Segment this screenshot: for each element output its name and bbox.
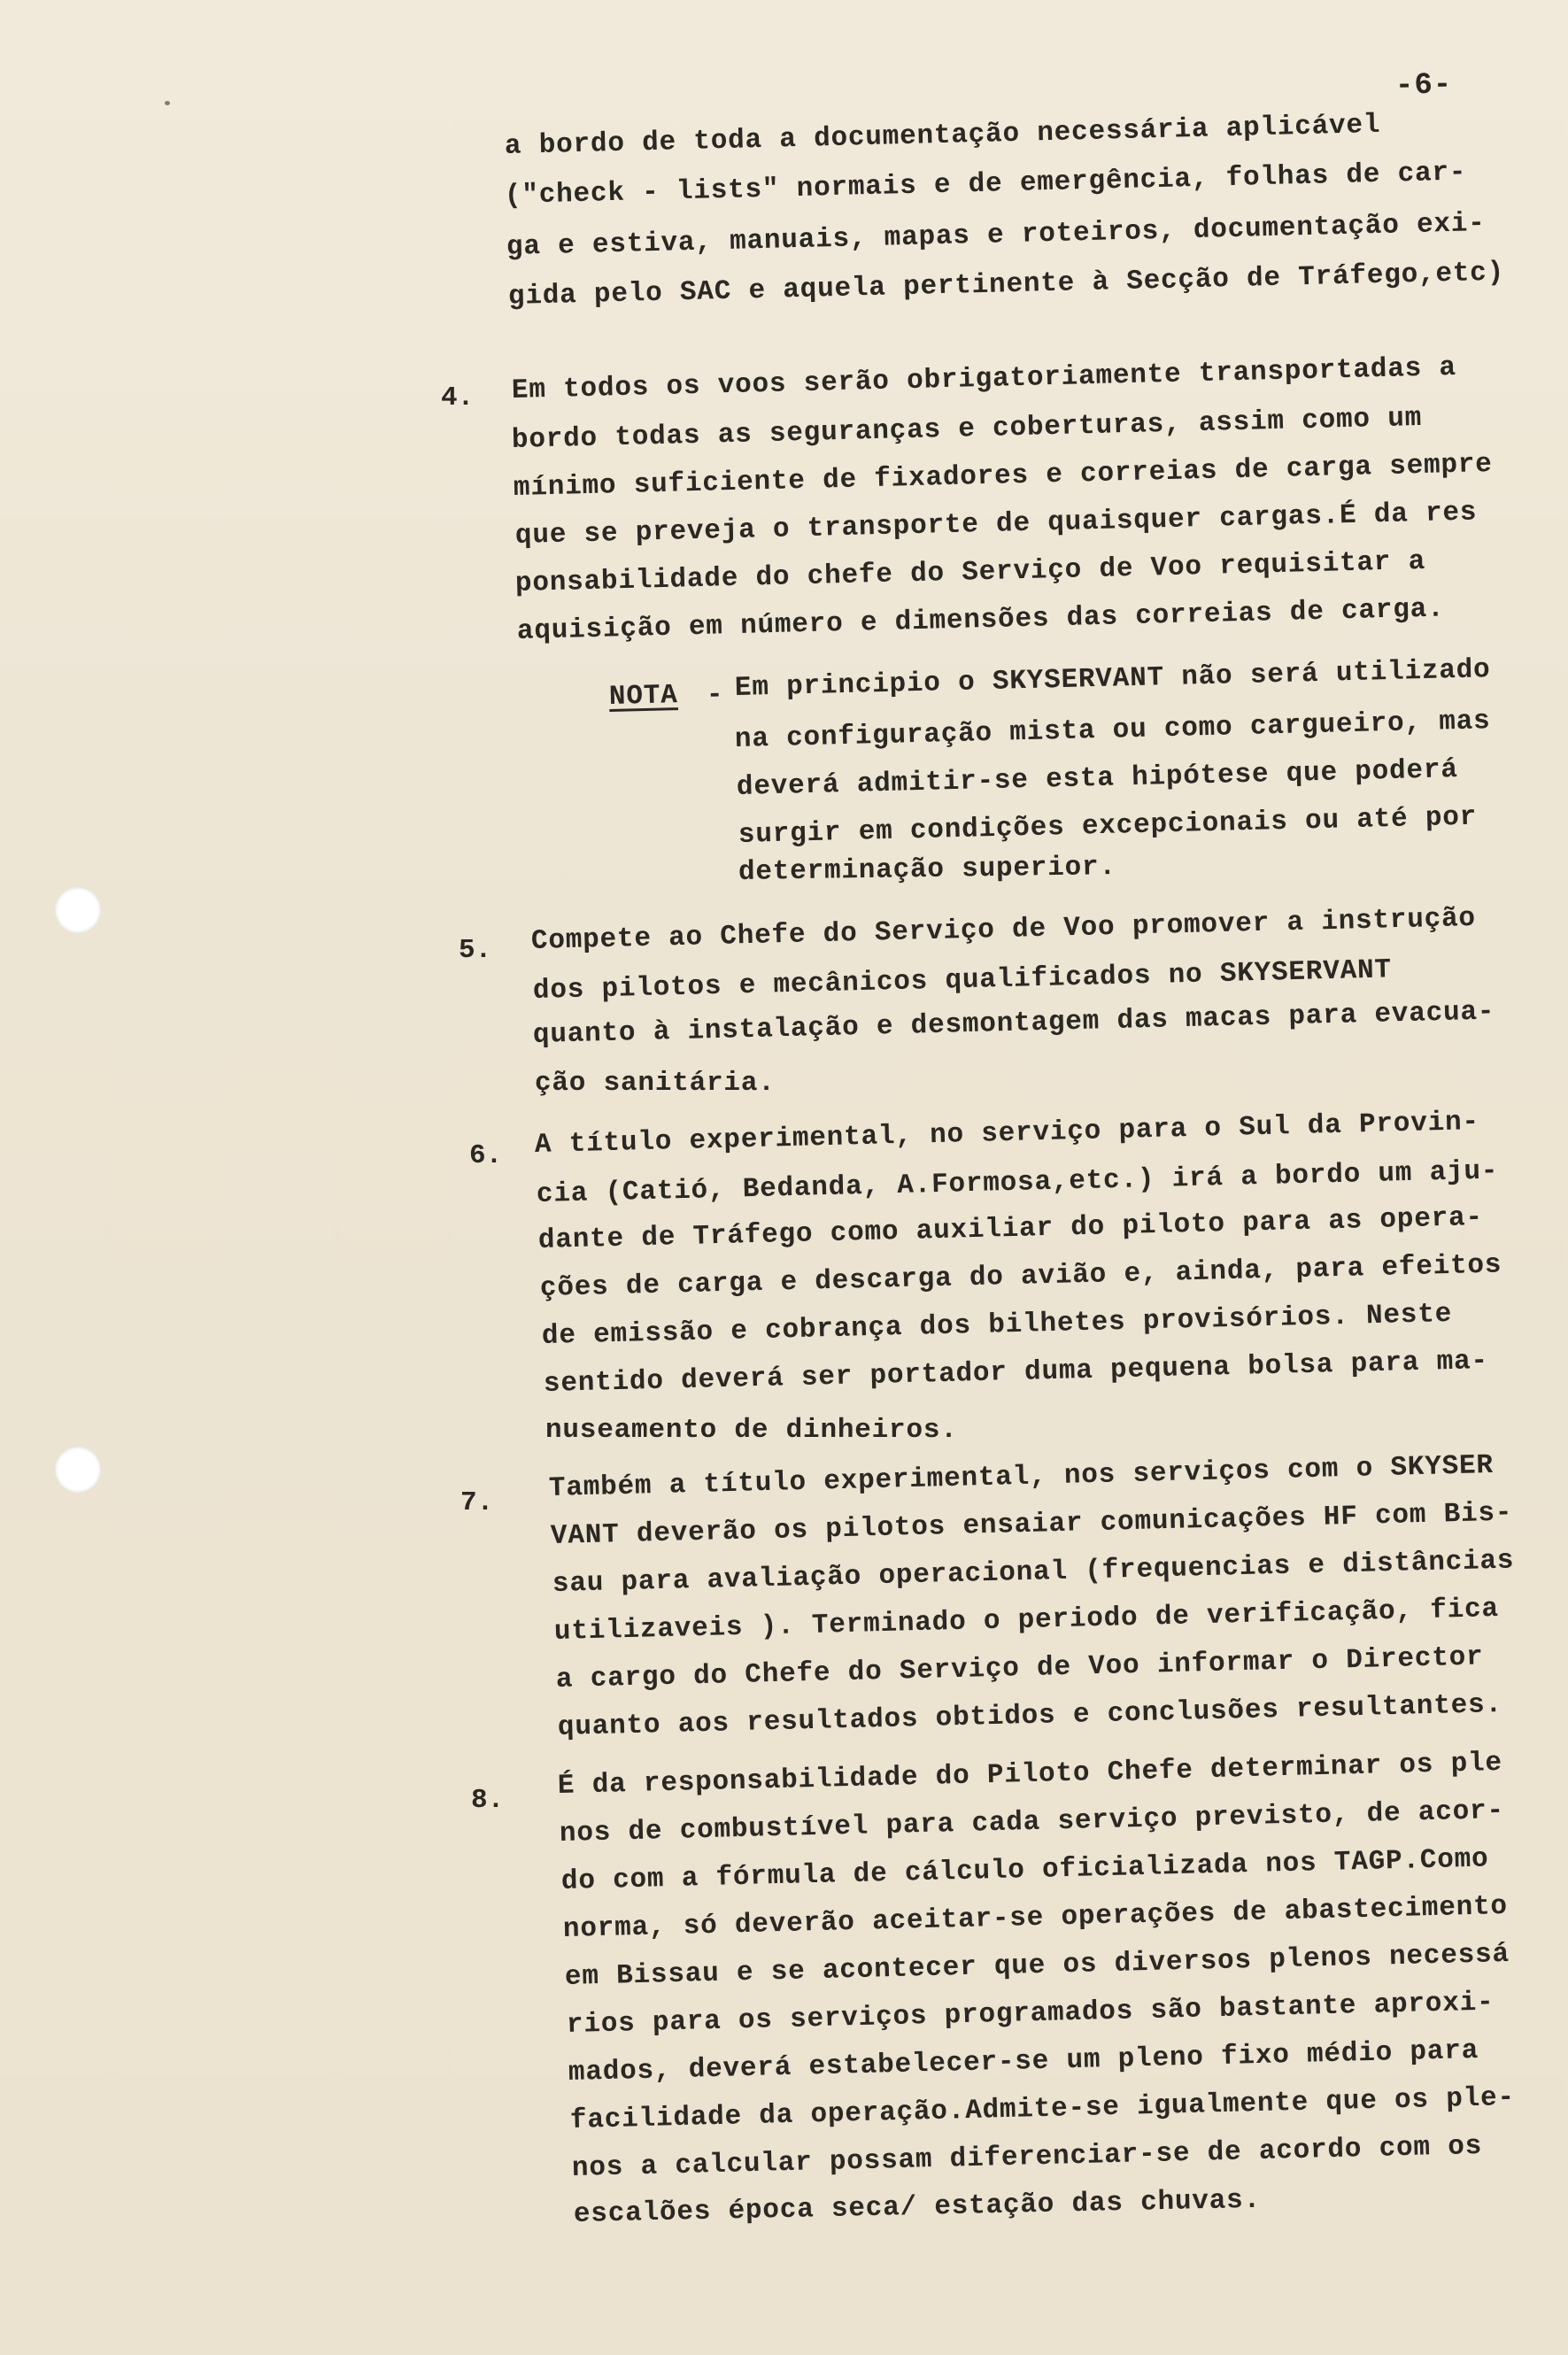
item-7-line: utilizaveis ). Terminado o periodo de verificação, fica	[553, 1593, 1500, 1648]
intro-line: ("check - lists" normais e de emergência, folhas de car-	[504, 157, 1467, 212]
note-line: surgir em condições excepcionais ou até por	[738, 801, 1478, 851]
item-6-line: nuseamento de dinheiros.	[545, 1415, 958, 1446]
item-5-line: quanto à instalação e desmontagem das macas para evacua-	[532, 996, 1495, 1051]
note-dash: -	[706, 679, 724, 711]
item-4-line: bordo todas as seguranças e coberturas, assim como um	[511, 402, 1423, 456]
item-8-line: nos de combustível para cada serviço previsto, de acor-	[559, 1795, 1505, 1849]
item-7-line: quanto aos resultados obtidos e conclusões resultantes.	[557, 1688, 1503, 1743]
item-6-line: ções de carga e descarga do avião e, ainda, para efeitos	[539, 1249, 1502, 1304]
item-4-line: que se preveja o transporte de quaisquer cargas.É da res	[514, 497, 1478, 552]
intro-line: a bordo de toda a documentação necessária aplicável	[504, 109, 1381, 162]
item-6-line: cia (Catió, Bedanda, A.Formosa,etc.) irá a bordo um aju-	[536, 1155, 1499, 1210]
item-8-line: do com a fórmula de cálculo oficializada nos TAGP.Como	[560, 1843, 1489, 1897]
item-6-line: sentido deverá ser portador duma pequena bolsa para ma-	[543, 1345, 1489, 1400]
item-7-line: sau para avaliação operacional (frequencias e distâncias	[552, 1545, 1515, 1600]
note-line: determinação superior.	[738, 852, 1117, 888]
item-7-line: a cargo do Chefe do Serviço de Voo informar o Director	[555, 1641, 1484, 1695]
item-8-line: nos a calcular possam diferenciar-se de acordo com os	[571, 2130, 1483, 2184]
item-6-line: de emissão e cobrança dos bilhetes provisórios. Neste	[541, 1298, 1453, 1352]
item-number-5: 5.	[459, 935, 492, 966]
item-5-line: dos pilotos e mecânicos qualificados no SKYSERVANT	[532, 954, 1393, 1007]
item-8-line: facilidade da operação.Admite-se igualmente que os ple-	[569, 2081, 1516, 2136]
item-6-line: A título experimental, no serviço para o Sul da Provin-	[534, 1106, 1480, 1161]
intro-line: ga e estiva, manuais, mapas e roteiros, documentação exi-	[506, 207, 1487, 263]
item-8-line: escalões época seca/ estação das chuvas.	[573, 2184, 1262, 2230]
note-line: Em principio o SKYSERVANT não será utilizado	[734, 654, 1491, 704]
item-number-4: 4.	[441, 382, 475, 413]
item-8-line: mados, deverá estabelecer-se um pleno fixo médio para	[568, 2035, 1479, 2089]
item-4-line: ponsabilidade do chefe do Serviço de Voo requisitar a	[514, 545, 1426, 599]
item-5-line: ção sanitária.	[535, 1068, 776, 1099]
item-7-line: Também a título experimental, nos serviços com o SKYSER	[548, 1449, 1495, 1504]
intro-line: gida pelo SAC e aquela pertinente à Secção de Tráfego,etc)	[507, 257, 1505, 313]
note-label	[609, 680, 678, 713]
item-8-line: norma, só deverão aceitar-se operações de abastecimento	[562, 1890, 1509, 1945]
item-4-line: aquisição em número e dimensões das correias de carga.	[516, 593, 1445, 647]
item-4-line: Em todos os voos serão obrigatoriamente transportadas a	[511, 351, 1457, 406]
item-6-line: dante de Tráfego como auxiliar do piloto para as opera-	[537, 1201, 1484, 1256]
item-8-line: rios para os serviços programados são bastante aproxi-	[566, 1987, 1495, 2041]
page-number: -6-	[1394, 68, 1453, 104]
item-8-line: em Bissau e se acontecer que os diversos plenos necessá	[564, 1938, 1510, 1993]
note-line: na configuração mista ou como cargueiro, mas	[734, 706, 1491, 755]
item-4-line: mínimo suficiente de fixadores e correias de carga sempre	[513, 448, 1494, 504]
item-7-line: VANT deverão os pilotos ensaiar comunicações HF com Bis-	[550, 1497, 1513, 1552]
item-number-7: 7.	[460, 1487, 494, 1518]
item-5-line: Compete ao Chefe do Serviço de Voo promover a instrução	[530, 902, 1477, 957]
note-label-text: NOTA	[608, 680, 679, 713]
note-line: deverá admitir-se esta hipótese que poderá	[736, 754, 1459, 803]
item-number-8: 8.	[471, 1785, 505, 1816]
item-number-6: 6.	[469, 1140, 503, 1171]
item-8-line: É da responsabilidade do Piloto Chefe determinar os ple	[557, 1747, 1503, 1802]
